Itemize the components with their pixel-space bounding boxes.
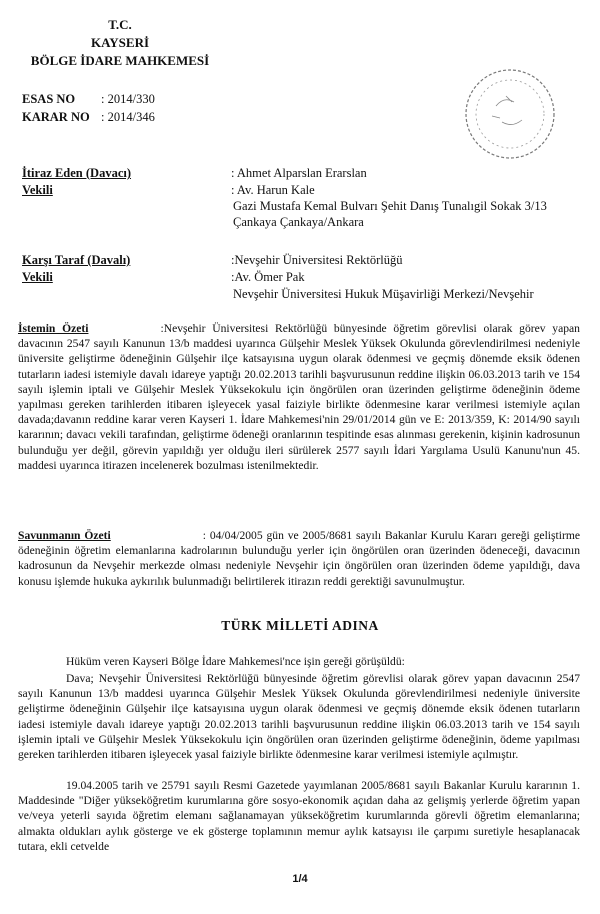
body-paragraph-3: 19.04.2005 tarih ve 25791 sayılı Resmi Gazetede yayımlanan 2005/8681 sayılı Bakanlar Kurulu kararının 1. Maddesinde "Diğer yükseköğretim kurumlarına göre sosyo-ekonomik açıdan daha az gelişmiş yerlerde öğretim yapan ve/veya yeterli sayıda öğretim elemanı sağlanamayan yükseköğretim kurumlarında görevli öğretim elemanlarına; almakta oldukları aylık gösterge ve ek gösterge toplamının memur aylık katsayısı ile çarpımı suretiyle hesaplanacak tutara, ekli cetvelde — [18, 779, 580, 853]
itiraz-eden-label: İtiraz Eden (Davacı) — [22, 166, 132, 180]
court-seal-icon — [462, 66, 558, 162]
vekili2-label: Vekili — [22, 270, 53, 284]
vekili1-address-line1: Gazi Mustafa Kemal Bulvarı Şehit Danış Tunalıgil Sokak 3/13 — [233, 199, 547, 213]
vekili2-value: :Av. Ömer Pak — [231, 270, 305, 284]
header-court: BÖLGE İDARE MAHKEMESİ — [30, 53, 210, 68]
istem-paragraph — [18, 321, 580, 473]
itiraz-eden-value: : Ahmet Alparslan Erarslan — [231, 166, 367, 180]
esas-label: ESAS NO — [22, 92, 76, 106]
body-paragraph-1: Hüküm veren Kayseri Bölge İdare Mahkemesi'nce işin gereği görüşüldü: — [66, 655, 405, 668]
body-paragraph-2: Dava; Nevşehir Üniversitesi Rektörlüğü bünyesinde öğretim görevlisi olarak görev yapan davacının 2547 sayılı Kanunun 13/b maddesi uyarınca Gülşehir Meslek Yüksek Okulunda görevlendirilmesi nedeniyle üniversite geliştirme ödeneğinin Gülşehir ilçe katsayısına uygun olarak ödenmesi ve geçmiş dönemde eksik ödenen tutarların iadesi istemiyle davalı idareye yaptığı 20.02.2013 tarihli başvurusunun reddine ilişkin 06.03.2013 tarih ve 154 sayılı işlemin iptali ve Gülşehir Meslek Yüksekokulu için öngörülen oran üzerinden geliştirme ödeneğinin, ödeme yapılması gereken tarihlerden itibaren işleyecek yasal faiziyle birlikte ödenmesine karar verilmesi istemiyle açılmıştır. — [18, 672, 580, 762]
vekili1-label: Vekili — [22, 183, 53, 197]
savunma-label: Savunmanın Özeti — [18, 529, 111, 542]
vekili1-address-line2: Çankaya Çankaya/Ankara — [233, 215, 364, 229]
esas-value: : 2014/330 — [101, 92, 155, 106]
savunma-paragraph — [18, 528, 580, 589]
header-city: KAYSERİ — [90, 35, 150, 50]
karsi-taraf-value: :Nevşehir Üniversitesi Rektörlüğü — [231, 253, 403, 267]
karsi-taraf-label: Karşı Taraf (Davalı) — [22, 253, 131, 267]
karar-label: KARAR NO — [22, 110, 90, 124]
header-tc: T.C. — [108, 17, 132, 32]
savunma-text: : 04/04/2005 gün ve 2005/8681 sayılı Bakanlar Kurulu Kararı gereği geliştirme ödeneğinin öğretim elemanlarına kadrolarının bulunduğu yerler için öngörülen oran üzerinden ödeneceği, davacının kadrosunun da Nevşehir merkezde olması nedeniyle Nevşehir için öngörülen oran üzerinden ödeme yapıldığı, dava konusu işlemde hukuka aykırılık bulunmadığı belirtilerek itirazın reddi gerektiği savunulmuştur. — [18, 529, 580, 588]
istem-label: İstemin Özeti — [18, 322, 89, 335]
vekili1-value: : Av. Harun Kale — [231, 183, 315, 197]
vekili2-address: Nevşehir Üniversitesi Hukuk Müşavirliği Merkezi/Nevşehir — [233, 287, 534, 301]
istem-text: :Nevşehir Üniversitesi Rektörlüğü bünyesinde öğretim görevlisi olarak görev yapan davacının 2547 sayılı Kanunun 13/b maddesi uyarınca Gülşehir Meslek Yüksek Okulunda görevlendirilmesi nedeniyle üniversite geliştirme ödeneğinin Gülşehir ilçe katsayısına uygun olarak ödenmesi ve geçmiş dönemde eksik ödenen tutarların iadesi istemiyle davalı idareye yaptığı 20.02.2013 tarihli başvurusunun reddine ilişkin 06.03.2013 tarih ve 154 sayılı işlemin iptali ve Gülşehir Meslek Yüksekokulu için öngörülen oran üzerinden geliştirme ödeneğinin ödeme yapılması gereken tarihlerden itibaren işleyecek yasal faiziyle birlikte ödenmesine karar verilmesi istemiyle açılan davada;davanın reddine karar veren Kayseri 1. İdare Mahkemesi'nin 29/01/2014 gün ve E: 2013/359, K: 2014/90 sayılı kararının; davacı vekili tarafından, geliştirme ödeneği oranlarının tespitinde esas alınması gerekenin, kişinin kadrosunun bulunduğu yer değil, görevin yapıldığı yer olduğu ileri sürülerek 2577 sayılı İdari Yargılama Usulü Kanunu'nun 45. maddesi uyarınca itirazen incelenerek bozulması istenilmektedir. — [18, 322, 580, 472]
document-title: TÜRK MİLLETİ ADINA — [221, 618, 379, 633]
page-number: 1/4 — [292, 873, 308, 885]
karar-value: : 2014/346 — [101, 110, 155, 124]
